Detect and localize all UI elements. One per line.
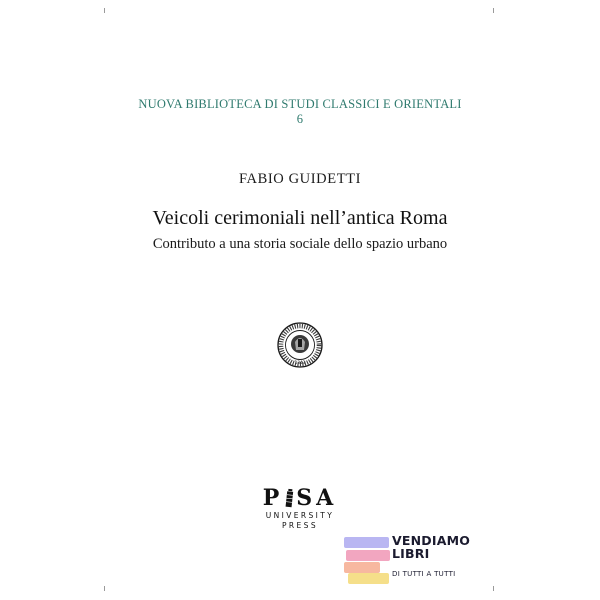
author-name: FABIO GUIDETTI xyxy=(238,171,362,187)
book-stack-icon xyxy=(346,550,390,561)
crop-mark-bottom-left xyxy=(104,586,105,591)
crop-mark-top-right xyxy=(493,8,494,13)
crop-mark-bottom-right xyxy=(493,586,494,591)
crop-mark-top-left xyxy=(104,8,105,13)
vendiamo-libri-line1: VENDIAMO xyxy=(392,533,471,548)
book-title: Veicoli cerimoniali nell’antica Roma xyxy=(152,207,448,229)
leaning-tower-icon xyxy=(285,488,294,508)
university-seal-icon xyxy=(277,322,323,368)
publisher-name-right: SA xyxy=(296,485,338,511)
book-subtitle: Contributo a una storia sociale dello spazio urbano xyxy=(152,236,448,252)
publisher-university-line: UNIVERSITY xyxy=(265,511,335,520)
vendiamo-libri-tagline: DI TUTTI A TUTTI xyxy=(392,570,456,578)
vendiamo-libri-logo xyxy=(344,533,471,583)
publisher-press-line: PRESS xyxy=(282,521,318,530)
seal-year: 1343 xyxy=(294,360,306,365)
book-stack-icon xyxy=(344,537,389,548)
publisher-logo xyxy=(250,486,350,531)
vendiamo-libri-line2: LIBRI xyxy=(392,546,430,561)
publisher-name-left: P xyxy=(262,485,284,511)
series-name: NUOVA BIBLIOTECA DI STUDI CLASSICI E ORIENTALI xyxy=(138,97,462,111)
vendiamo-libri-wordmark xyxy=(392,534,470,560)
publisher-wordmark xyxy=(250,486,350,510)
book-stack-icon xyxy=(344,562,380,573)
series-number: 6 xyxy=(296,112,304,126)
book-stack-icon xyxy=(348,573,389,584)
